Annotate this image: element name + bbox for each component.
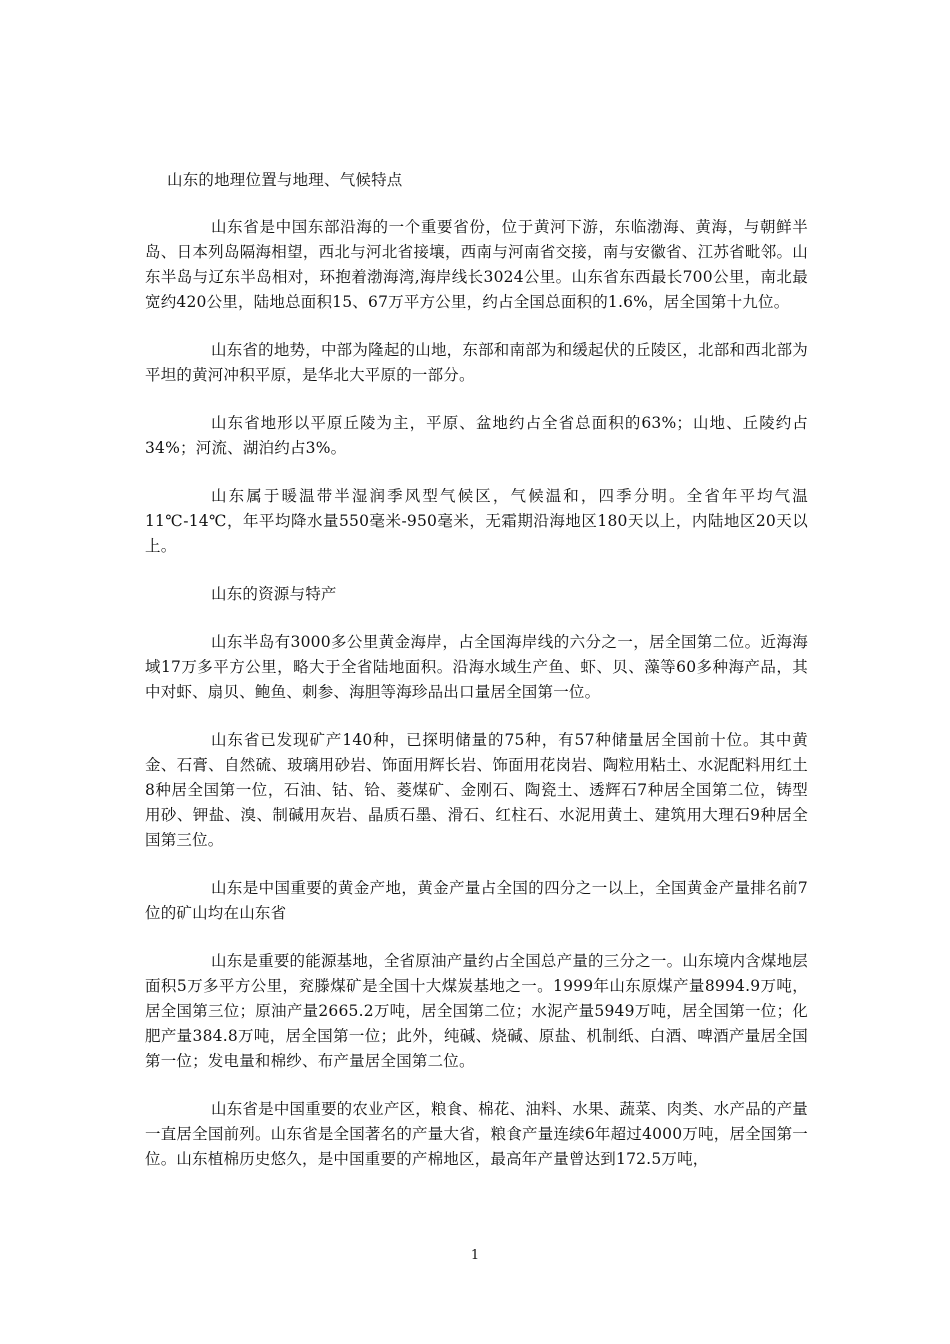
- paragraph-gold: 山东是中国重要的黄金产地，黄金产量占全国的四分之一以上，全国黄金产量排名前7位的矿山均在山东省: [145, 879, 808, 922]
- paragraph-coast: 山东半岛有3000多公里黄金海岸，占全国海岸线的六分之一，居全国第二位。近海海域17万多平方公里，略大于全省陆地面积。沿海水域生产鱼、虾、贝、藻等60多种海产品，其中对虾、扇贝、鲍鱼、刺参、海胆等海珍品出口量居全国第一位。: [145, 633, 808, 701]
- page-number: 1: [470, 1248, 480, 1263]
- paragraph-landform: 山东省地形以平原丘陵为主，平原、盆地约占全省总面积的63%；山地、丘陵约占34%；河流、湖泊约占3%。: [145, 414, 808, 457]
- section-heading-resources: 山东的资源与特产: [211, 585, 337, 603]
- paragraph-climate: 山东属于暖温带半湿润季风型气候区，气候温和，四季分明。全省年平均气温11℃-14℃，年平均降水量550毫米-950毫米，无霜期沿海地区180天以上，内陆地区20天以上。: [145, 487, 808, 555]
- paragraph-agriculture: 山东省是中国重要的农业产区，粮食、棉花、油料、水果、蔬菜、肉类、水产品的产量一直居全国前列。山东省是全国著名的产量大省，粮食产量连续6年超过4000万吨，居全国第一位。山东植棉历史悠久，是中国重要的产棉地区，最高年产量曾达到172.5万吨，: [145, 1100, 808, 1168]
- paragraph-location: 山东省是中国东部沿海的一个重要省份，位于黄河下游，东临渤海、黄海，与朝鲜半岛、日本列岛隔海相望，西北与河北省接壤，西南与河南省交接，南与安徽省、江苏省毗邻。山东半岛与辽东半岛相对，环抱着渤海湾,海岸线长3024公里。山东省东西最长700公里，南北最宽约420公里，陆地总面积15、67万平方公里，约占全国总面积的1.6%，居全国第十九位。: [145, 218, 808, 311]
- section-title: 山东的地理位置与地理、气候特点: [167, 171, 403, 189]
- paragraph-energy: 山东是重要的能源基地，全省原油产量约占全国总产量的三分之一。山东境内含煤地层面积5万多平方公里，兖滕煤矿是全国十大煤炭基地之一。1999年山东原煤产量8994.9万吨，居全国第三位；原油产量2665.2万吨，居全国第二位；水泥产量5949万吨，居全国第一位；化肥产量384.8万吨，居全国第一位；此外，纯碱、烧碱、原盐、机制纸、白酒、啤酒产量居全国第一位；发电量和棉纱、布产量居全国第二位。: [145, 952, 808, 1070]
- paragraph-terrain: 山东省的地势，中部为隆起的山地，东部和南部为和缓起伏的丘陵区，北部和西北部为平坦的黄河冲积平原，是华北大平原的一部分。: [145, 341, 808, 384]
- paragraph-minerals: 山东省已发现矿产140种，已探明储量的75种，有57种储量居全国前十位。其中黄金、石膏、自然硫、玻璃用砂岩、饰面用辉长岩、饰面用花岗岩、陶粒用粘土、水泥配料用红土8种居全国第一位，石油、钴、铪、菱煤矿、金刚石、陶瓷土、透辉石7种居全国第二位，铸型用砂、钾盐、溴、制碱用灰岩、晶质石墨、滑石、红柱石、水泥用黄土、建筑用大理石9种居全国第三位。: [145, 731, 808, 849]
- document-body: [145, 168, 808, 1195]
